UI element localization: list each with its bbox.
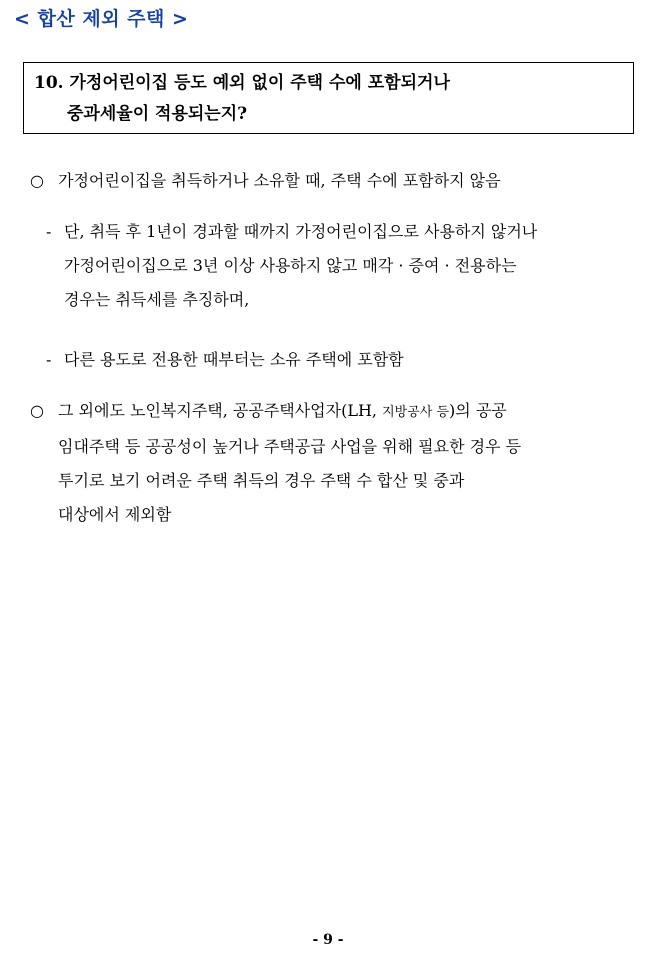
sub-item-1 — [46, 215, 638, 317]
bullet-item-2 — [30, 394, 638, 532]
bullet-2-line-1-b: )의 공공 — [449, 401, 507, 420]
bullet-1-text: 가정어린이집을 취득하거나 소유할 때, 주택 수에 포함하지 않음 — [58, 171, 501, 190]
bullet-item-1 — [30, 164, 638, 198]
section-title: < 합산 제외 주택 > — [14, 8, 189, 30]
circle-bullet-icon: ○ — [30, 171, 44, 190]
bullet-2-line-3: 투기로 보기 어려운 주택 취득의 경우 주택 수 합산 및 중과 — [58, 471, 465, 490]
sub-1-line-2: 가정어린이집으로 3년 이상 사용하지 않고 매각 · 증여 · 전용하는 — [64, 256, 517, 275]
bullet-2-line-4: 대상에서 제외함 — [58, 505, 172, 524]
bullet-2-line-2: 임대주택 등 공공성이 높거나 주택공급 사업을 위해 필요한 경우 등 — [58, 437, 522, 456]
sub-1-line-3: 경우는 취득세를 추징하며, — [64, 290, 250, 309]
dash-bullet-icon: - — [46, 350, 52, 369]
dash-bullet-icon: - — [46, 222, 52, 241]
sub-2-text: 다른 용도로 전용한 때부터는 소유 주택에 포함함 — [64, 350, 404, 369]
question-box — [23, 62, 634, 134]
bullet-2-line-1-small: 지방공사 등 — [382, 405, 450, 420]
sub-item-2 — [46, 343, 638, 377]
sub-1-line-1: 단, 취득 후 1년이 경과할 때까지 가정어린이집으로 사용하지 않거나 — [64, 222, 538, 241]
circle-bullet-icon: ○ — [30, 401, 44, 420]
bullet-2-line-1-a: 그 외에도 노인복지주택, 공공주택사업자(LH, — [58, 401, 383, 420]
bullet-2-line-1 — [58, 394, 507, 430]
page-number: - 9 - — [312, 932, 344, 948]
question-line-1: 10. 가정어린이집 등도 예외 없이 주택 수에 포함되거나 — [34, 73, 450, 93]
question-line-2: 중과세율이 적용되는지? — [67, 104, 248, 124]
